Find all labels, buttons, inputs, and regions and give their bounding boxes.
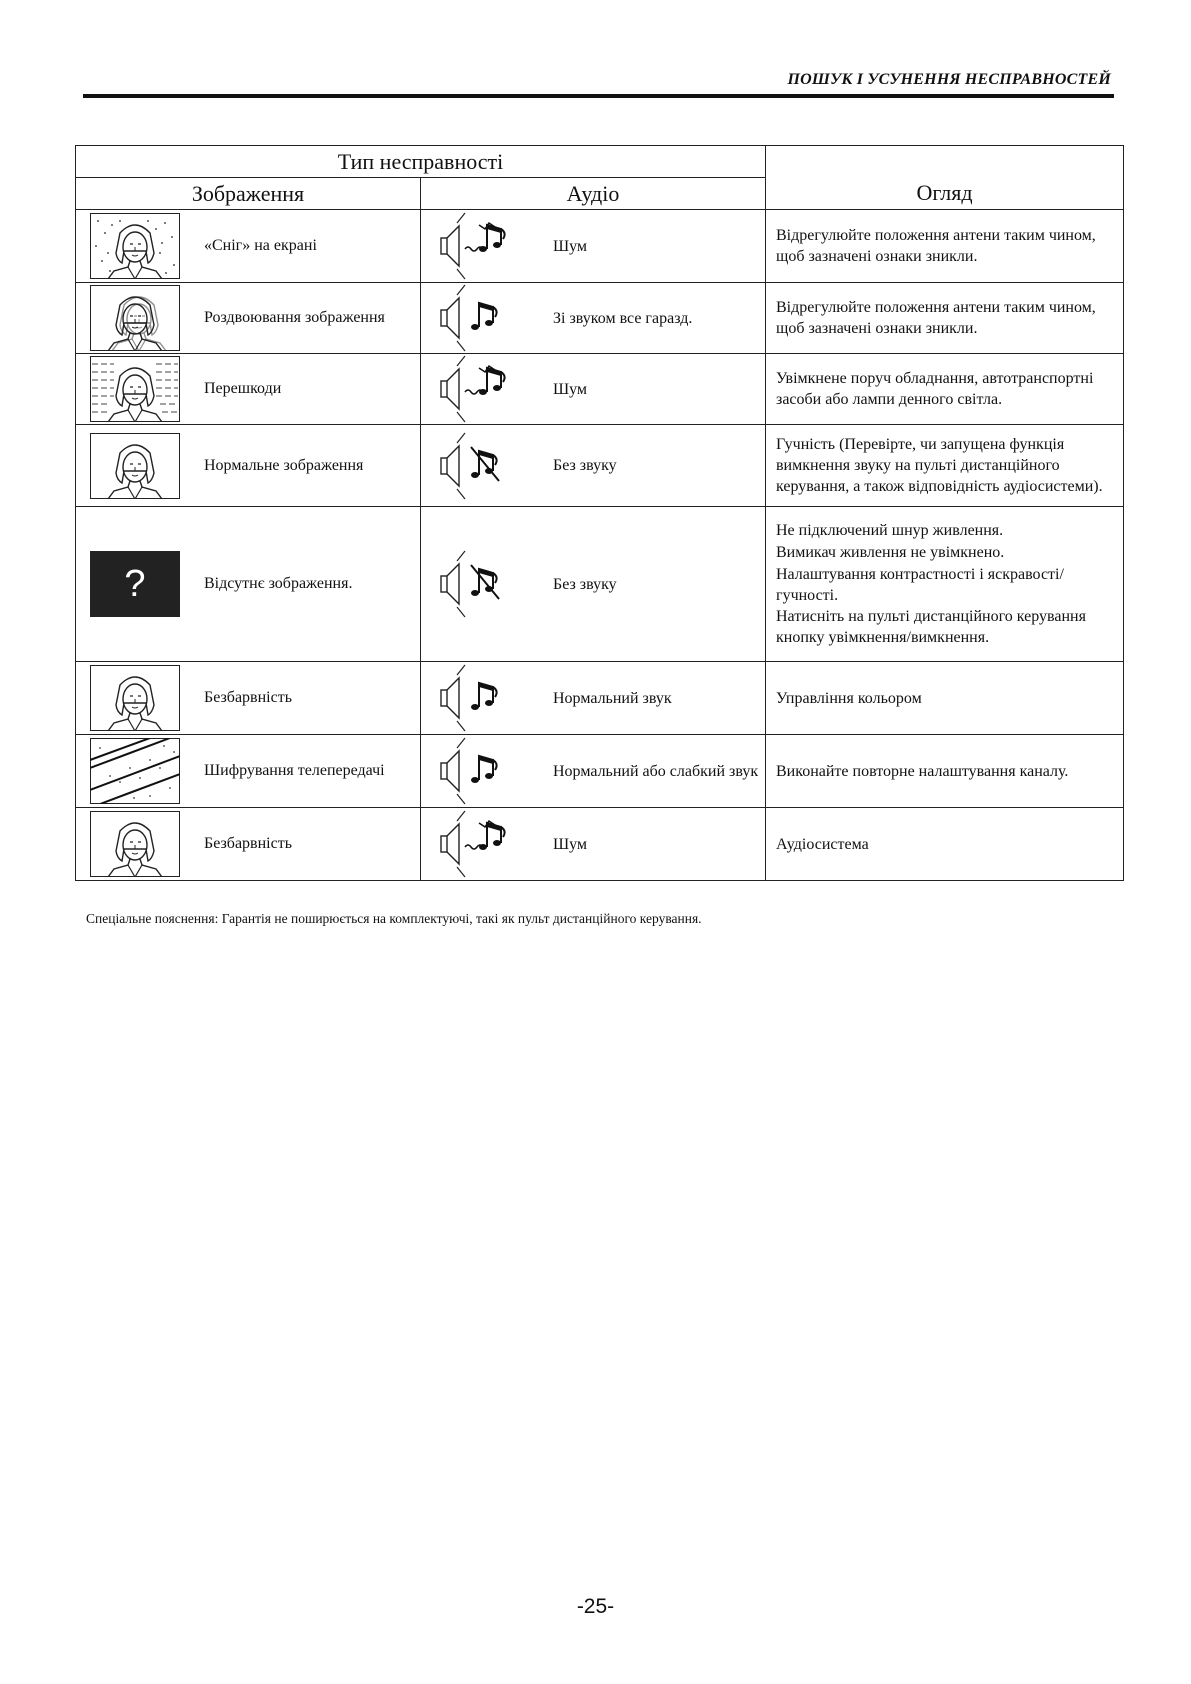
image-symptom: Роздвоювання зображення [204,309,385,326]
review-text: Виконайте повторне налаштування каналу. [766,735,1124,808]
audio-symptom: Без звуку [553,575,617,593]
footnote: Спеціальне пояснення: Гарантія не поширюється на комплектуючі, такі як пульт дистанційного керування. [86,911,702,926]
table-row [76,808,1124,881]
noise-sound-icon [435,354,515,424]
review-line: Не підключений шнур живлення. [776,522,1004,539]
snow-face-icon [90,213,180,279]
normal-sound-icon [435,663,515,733]
ghost-face-icon [90,285,180,351]
normal-face-icon [90,665,180,731]
normal-sound-icon [435,736,515,806]
page-number: -25- [576,1595,615,1618]
fault-type-header: Тип несправності [76,146,766,178]
scrambled-icon [90,738,180,804]
image-symptom: «Сніг» на екрані [204,237,317,254]
normal-face-icon [90,811,180,877]
audio-symptom: Шум [553,380,588,398]
image-symptom: Безбарвність [204,689,292,706]
review-text: Аудіосистема [766,808,1124,881]
audio-symptom: Нормальний або слабкий звук [553,762,759,780]
table-row [76,425,1124,507]
table-row [76,735,1124,808]
table-row [76,662,1124,735]
image-symptom: Відсутнє зображення. [204,575,353,592]
interference-face-icon [90,356,180,422]
audio-header: Аудіо [421,178,766,210]
review-text: Відрегулюйте положення антени таким чином, щоб зазначені ознаки зникли. [766,283,1124,354]
image-header: Зображення [76,178,421,210]
review-line: Вимикач живлення не увімкнено. [776,544,1005,561]
image-symptom: Нормальне зображення [204,456,364,474]
review-header: Огляд [766,146,1124,210]
review-text: Управління кольором [766,662,1124,735]
table-row [76,507,1124,662]
review-line: Натисніть на пульті дистанційного керування кнопку увімкнення/вимкнення. [776,608,1086,646]
question-mark: ? [124,563,146,605]
audio-symptom: Зі звуком все гаразд. [553,309,693,327]
muted-sound-icon [435,549,515,619]
audio-symptom: Шум [553,237,588,255]
review-text: Гучність (Перевірте, чи запущена функція вимкнення звуку на пульті дистанційного керування, а також відповідність аудіосистеми). [766,425,1124,507]
table-row [76,283,1124,354]
normal-sound-icon [435,283,515,353]
image-symptom: Перешкоди [204,380,282,397]
audio-symptom: Шум [553,835,588,853]
review-line: Налаштування контрастності і яскравості/гучності. [776,566,1064,604]
table-row [76,210,1124,283]
audio-symptom: Нормальний звук [553,689,672,707]
image-symptom: Шифрування телепередачі [204,762,385,779]
image-symptom: Безбарвність [204,835,292,852]
section-title: ПОШУК І УСУНЕННЯ НЕСПРАВНОСТЕЙ [787,71,1111,88]
table-row [76,354,1124,425]
muted-sound-icon [435,431,515,501]
no-picture-icon [90,551,180,617]
noise-sound-icon [435,809,515,879]
noise-sound-icon [435,211,515,281]
review-text [766,507,1124,662]
normal-face-icon [90,433,180,499]
troubleshooting-table [75,145,1124,881]
review-text: Увімкнене поруч обладнання, автотранспортні засоби або лампи денного світла. [766,354,1124,425]
header-rule [83,94,1114,98]
review-text: Відрегулюйте положення антени таким чином, щоб зазначені ознаки зникли. [766,210,1124,283]
audio-symptom: Без звуку [553,457,617,474]
